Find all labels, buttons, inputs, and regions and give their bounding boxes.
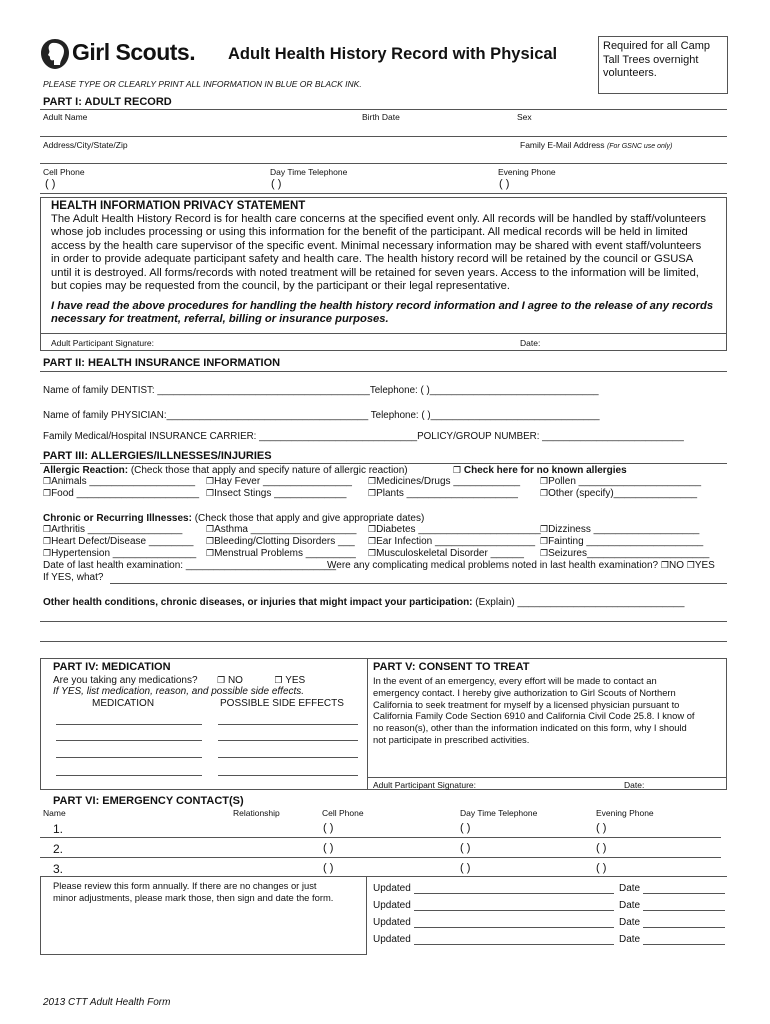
checkbox-icon: ❐ <box>206 537 215 547</box>
privacy-line: whose job includes processing or using this information for the benefit of the participant. All medical records will be held in limited <box>51 226 688 239</box>
form-footer: 2013 CTT Adult Health Form <box>43 997 171 1008</box>
contact-name-col: Name <box>43 808 66 818</box>
other-conditions <box>43 597 684 608</box>
consent-signature-label[interactable]: Adult Participant Signature: <box>373 780 477 790</box>
allergy-header <box>43 465 408 476</box>
allergy-animals[interactable]: ❐Animals ___________________ <box>43 476 196 487</box>
consent-line: In the event of an emergency, every effort will be made to contact an <box>373 675 657 686</box>
checkbox-icon: ❐ <box>540 549 549 559</box>
part2-heading: PART II: HEALTH INSURANCE INFORMATION <box>43 357 281 369</box>
complicating-text: Were any complicating medical problems noted in last health examination? <box>327 560 659 571</box>
part5-heading: PART V: CONSENT TO TREAT <box>373 661 530 673</box>
chronic-heart[interactable]: ❐Heart Defect/Disease ________ <box>43 536 194 547</box>
medication-if-yes: If YES, list medication, reason, and possible side effects. <box>53 686 305 697</box>
consent-line: California to seek treatment for myself by a licensed physician pursuant to <box>373 698 680 710</box>
family-email-note: (For GSNC use only) <box>606 143 673 150</box>
side-effect-line[interactable] <box>218 757 358 758</box>
updated-line[interactable] <box>414 910 614 911</box>
complicating-question <box>327 560 715 571</box>
chronic-asthma[interactable]: ❐Asthma ___________________ <box>206 524 357 535</box>
chronic-diabetes[interactable]: ❐Diabetes ______________________ <box>368 524 541 535</box>
checkbox-icon: ❐ <box>368 489 377 499</box>
update-date-label: Date <box>619 934 641 945</box>
contact-row-line[interactable] <box>40 837 721 838</box>
cell-phone-label: Cell Phone <box>43 167 85 177</box>
update-date-line[interactable] <box>643 927 725 928</box>
cell-phone-paren[interactable]: ( ) <box>45 178 56 190</box>
consent-sign-rule <box>367 777 727 778</box>
contact-row-line[interactable] <box>40 857 721 858</box>
side-effect-line[interactable] <box>218 740 358 741</box>
chronic-musculoskeletal[interactable]: ❐Musculoskeletal Disorder ______ <box>368 548 524 559</box>
dentist-field[interactable]: Name of family DENTIST: _______________________________________Telephone: ( )_______________________________ <box>43 385 599 396</box>
privacy-text <box>51 213 723 293</box>
allergy-medicines[interactable]: ❐Medicines/Drugs ____________ <box>368 476 521 487</box>
chronic-dizziness[interactable]: ❐Dizziness ___________________ <box>540 524 700 535</box>
allergy-food[interactable]: ❐Food ______________________ <box>43 488 200 499</box>
checkbox-icon: ❐ <box>368 537 377 547</box>
updated-line[interactable] <box>414 893 614 894</box>
checkbox-icon: ❐ <box>206 477 215 487</box>
chronic-seizures[interactable]: ❐Seizures______________________ <box>540 548 710 559</box>
privacy-agreement <box>51 300 713 327</box>
address-line[interactable] <box>40 163 727 164</box>
contact-day-paren[interactable]: ( ) <box>460 822 471 834</box>
contact-cell-col: Cell Phone <box>322 808 364 818</box>
last-exam-field[interactable]: Date of last health examination: ___________________________ <box>43 560 337 571</box>
consent-line: not participate in prescribed activities. <box>373 733 530 745</box>
update-row[interactable] <box>373 917 411 928</box>
day-phone-label: Day Time Telephone <box>270 167 348 177</box>
allergy-insect-stings[interactable]: ❐Insect Stings _____________ <box>206 488 347 499</box>
updated-label: Updated <box>373 934 411 945</box>
chronic-arthritis[interactable]: ❐Arthritis _________________ <box>43 524 183 535</box>
checkbox-icon: ❐ <box>540 525 549 535</box>
checkbox-icon: ❐ <box>206 549 215 559</box>
other-line-2[interactable] <box>40 641 727 642</box>
consent-line: no reason(s), other than the information indicated on this form, why I should <box>373 722 687 734</box>
girl-scouts-logo <box>40 36 210 72</box>
medication-line[interactable] <box>56 740 202 741</box>
checkbox-icon: ❐ <box>368 525 377 535</box>
update-date-line[interactable] <box>643 910 725 911</box>
checkbox-icon: ❐ <box>540 537 549 547</box>
day-phone-paren[interactable]: ( ) <box>271 178 282 190</box>
part1-heading: PART I: ADULT RECORD <box>43 96 172 108</box>
contact-cell-paren[interactable]: ( ) <box>323 842 334 854</box>
side-effect-line[interactable] <box>218 724 358 725</box>
adult-name-line[interactable] <box>40 136 727 137</box>
checkbox-icon: ❐ <box>43 489 52 499</box>
family-email-text: Family E-Mail Address <box>520 140 605 150</box>
chronic-hypertension[interactable]: ❐Hypertension _______________ <box>43 548 197 559</box>
chronic-ear-infection[interactable]: ❐Ear Infection __________________ <box>368 536 536 547</box>
update-date-line[interactable] <box>643 893 725 894</box>
privacy-line: but copies may be requested from the council, by the participant or their legal representative. <box>51 280 510 293</box>
contact-row-number: 2. <box>53 842 64 856</box>
evening-phone-label: Evening Phone <box>498 167 556 177</box>
updated-label: Updated <box>373 900 411 911</box>
physician-field[interactable]: Name of family PHYSICIAN:_____________________________________ Telephone: ( )_______________________________ <box>43 410 600 421</box>
update-date-label: Date <box>619 900 641 911</box>
contact-evening-paren[interactable]: ( ) <box>596 842 607 854</box>
medication-col-header: MEDICATION <box>92 698 155 709</box>
checkbox-icon: ❐ <box>206 525 215 535</box>
logo-text: Girl Scouts. <box>72 39 196 65</box>
other-explain[interactable]: (Explain) ______________________________ <box>475 597 685 608</box>
part4-heading: PART IV: MEDICATION <box>53 661 171 673</box>
if-yes-line[interactable] <box>110 583 727 584</box>
phone-line <box>40 193 727 194</box>
privacy-line: in order to provide adequate participant safety and health care. The health history record will be retained by the council or GSUSA <box>51 253 694 266</box>
contact-cell-paren[interactable]: ( ) <box>323 862 334 874</box>
allergy-plants[interactable]: ❐Plants ____________________ <box>368 488 518 499</box>
checkbox-icon: ❐ <box>540 477 549 487</box>
updated-label: Updated <box>373 883 411 894</box>
yes-checkbox-icon[interactable]: ❐ <box>686 561 695 571</box>
allergy-other[interactable]: ❐Other (specify)_______________ <box>540 488 698 499</box>
medication-line[interactable] <box>56 724 202 725</box>
consent-line: California Family Code Section 6910 and California Civil Code 25.8. I know of <box>373 710 695 722</box>
updated-line[interactable] <box>414 927 614 928</box>
contact-day-col: Day Time Telephone <box>460 808 538 818</box>
allergy-hay-fever[interactable]: ❐Hay Fever ________________ <box>206 476 352 487</box>
birth-date-label: Birth Date <box>362 112 400 122</box>
update-row[interactable] <box>373 934 411 945</box>
trefoil-profile-icon <box>40 38 70 70</box>
contact-day-paren[interactable]: ( ) <box>460 842 471 854</box>
agreement-line: I have read the above procedures for handling the health history record information and I agree to the release of any records <box>51 300 714 312</box>
checkbox-icon: ❐ <box>540 489 549 499</box>
part3-heading: PART III: ALLERGIES/ILLNESSES/INJURIES <box>43 450 272 462</box>
review-line: Please review this form annually. If there are no changes or just <box>53 880 317 891</box>
review-note <box>53 880 333 904</box>
contact-evening-paren[interactable]: ( ) <box>596 822 607 834</box>
contact-row-number: 1. <box>53 822 64 836</box>
other-line-1[interactable] <box>40 621 727 622</box>
checkbox-icon: ❐ <box>43 549 52 559</box>
yes-label: YES <box>694 560 715 571</box>
privacy-line: access by the health care supervisor of the specific event. Minimal necessary information may be shared with event staff/volunteers <box>51 239 702 252</box>
part3-rule <box>40 463 727 464</box>
part6-heading: PART VI: EMERGENCY CONTACT(S) <box>53 795 244 807</box>
privacy-sign-rule <box>40 333 727 334</box>
privacy-line: The Adult Health History Record is for health care concerns at the specified event only. All records will be handled by staff/volunteers <box>51 213 707 225</box>
chronic-menstrual[interactable]: ❐Menstrual Problems _________ <box>206 548 356 559</box>
updated-line[interactable] <box>414 944 614 945</box>
privacy-line: until it is destroyed. All forms/records with noted treatment will be retained for seven years. Access to the information will be limited, <box>51 266 699 279</box>
consent-date-label[interactable]: Date: <box>624 780 645 790</box>
side-effect-line[interactable] <box>218 775 358 776</box>
update-row[interactable] <box>373 900 411 911</box>
checkbox-icon: ❐ <box>43 477 52 487</box>
med-no-label: NO <box>227 675 243 686</box>
medication-line[interactable] <box>56 757 202 758</box>
other-conditions-label: Other health conditions, chronic diseases, or injuries that might impact your participation: <box>43 597 473 608</box>
evening-phone-paren[interactable]: ( ) <box>499 178 510 190</box>
checkbox-icon: ❐ <box>43 525 52 535</box>
no-label: NO <box>668 560 684 571</box>
part1-rule <box>40 109 727 110</box>
checkbox-icon: ❐ <box>368 549 377 559</box>
required-note-box <box>598 36 728 94</box>
consent-text <box>373 675 725 746</box>
consent-line: emergency contact. I hereby give authorization to Girl Scouts of Northern <box>373 686 676 698</box>
contact-day-paren[interactable]: ( ) <box>460 862 471 874</box>
chronic-label: Chronic or Recurring Illnesses: <box>43 513 192 524</box>
chronic-bleeding[interactable]: ❐Bleeding/Clotting Disorders ___ <box>206 536 355 547</box>
required-note: Required for all Camp Tall Trees overnight volunteers. <box>603 40 710 79</box>
privacy-date-label[interactable]: Date: <box>520 338 541 348</box>
address-label: Address/City/State/Zip <box>43 140 128 150</box>
med-yes-label: YES <box>285 675 306 686</box>
medication-question-text: Are you taking any medications? <box>53 675 198 686</box>
contact-row-number: 3. <box>53 862 64 876</box>
part2-rule <box>40 371 727 372</box>
agreement-line: necessary for treatment, referral, billing or insurance purposes. <box>51 313 389 326</box>
checkbox-icon: ❐ <box>206 489 215 499</box>
allergy-pollen[interactable]: ❐Pollen ______________________ <box>540 476 702 487</box>
allergy-instruction: (Check those that apply and specify nature of allergic reaction) <box>130 465 408 476</box>
privacy-heading: HEALTH INFORMATION PRIVACY STATEMENT <box>51 200 306 212</box>
family-email-label <box>520 140 672 150</box>
contact-evening-col: Evening Phone <box>596 808 654 818</box>
checkbox-icon: ❐ <box>43 537 52 547</box>
medication-consent-divider <box>367 658 368 790</box>
privacy-signature-label[interactable]: Adult Participant Signature: <box>51 338 155 348</box>
contact-cell-paren[interactable]: ( ) <box>323 822 334 834</box>
update-date-label: Date <box>619 917 641 928</box>
form-title: Adult Health History Record with Physical <box>228 45 558 63</box>
med-no-checkbox-icon[interactable]: ❐ <box>217 676 226 686</box>
no-checkbox-icon[interactable]: ❐ <box>660 561 669 571</box>
contact-relationship-col: Relationship <box>233 808 280 818</box>
chronic-instruction: (Check those that apply and give appropriate dates) <box>194 513 425 524</box>
insurance-carrier-field[interactable]: Family Medical/Hospital INSURANCE CARRIER: _____________________________POLICY/GROUP NUMBER: __________________________ <box>43 431 684 442</box>
medication-line[interactable] <box>56 775 202 776</box>
allergy-label: Allergic Reaction: <box>43 465 129 476</box>
updated-label: Updated <box>373 917 411 928</box>
update-date-label: Date <box>619 883 641 894</box>
review-line: minor adjustments, please mark those, then sign and date the form. <box>53 892 334 903</box>
chronic-header <box>43 513 424 524</box>
chronic-fainting[interactable]: ❐Fainting _____________________ <box>540 536 704 547</box>
if-yes-label: If YES, what? <box>43 572 104 583</box>
medication-question <box>53 675 305 686</box>
checkbox-icon: ❐ <box>368 477 377 487</box>
checkbox-icon: ❐ <box>453 466 462 476</box>
adult-name-label: Adult Name <box>43 112 88 122</box>
no-known-allergies-label: Check here for no known allergies <box>463 465 627 476</box>
sex-label: Sex <box>517 112 532 122</box>
contact-evening-paren[interactable]: ( ) <box>596 862 607 874</box>
side-effects-col-header: POSSIBLE SIDE EFFECTS <box>220 698 344 709</box>
ink-instruction: PLEASE TYPE OR CLEARLY PRINT ALL INFORMATION IN BLUE OR BLACK INK. <box>43 79 362 89</box>
update-date-line[interactable] <box>643 944 725 945</box>
no-known-allergies-checkbox[interactable] <box>453 465 627 476</box>
update-row[interactable] <box>373 883 411 894</box>
med-yes-checkbox-icon[interactable]: ❐ <box>274 676 283 686</box>
